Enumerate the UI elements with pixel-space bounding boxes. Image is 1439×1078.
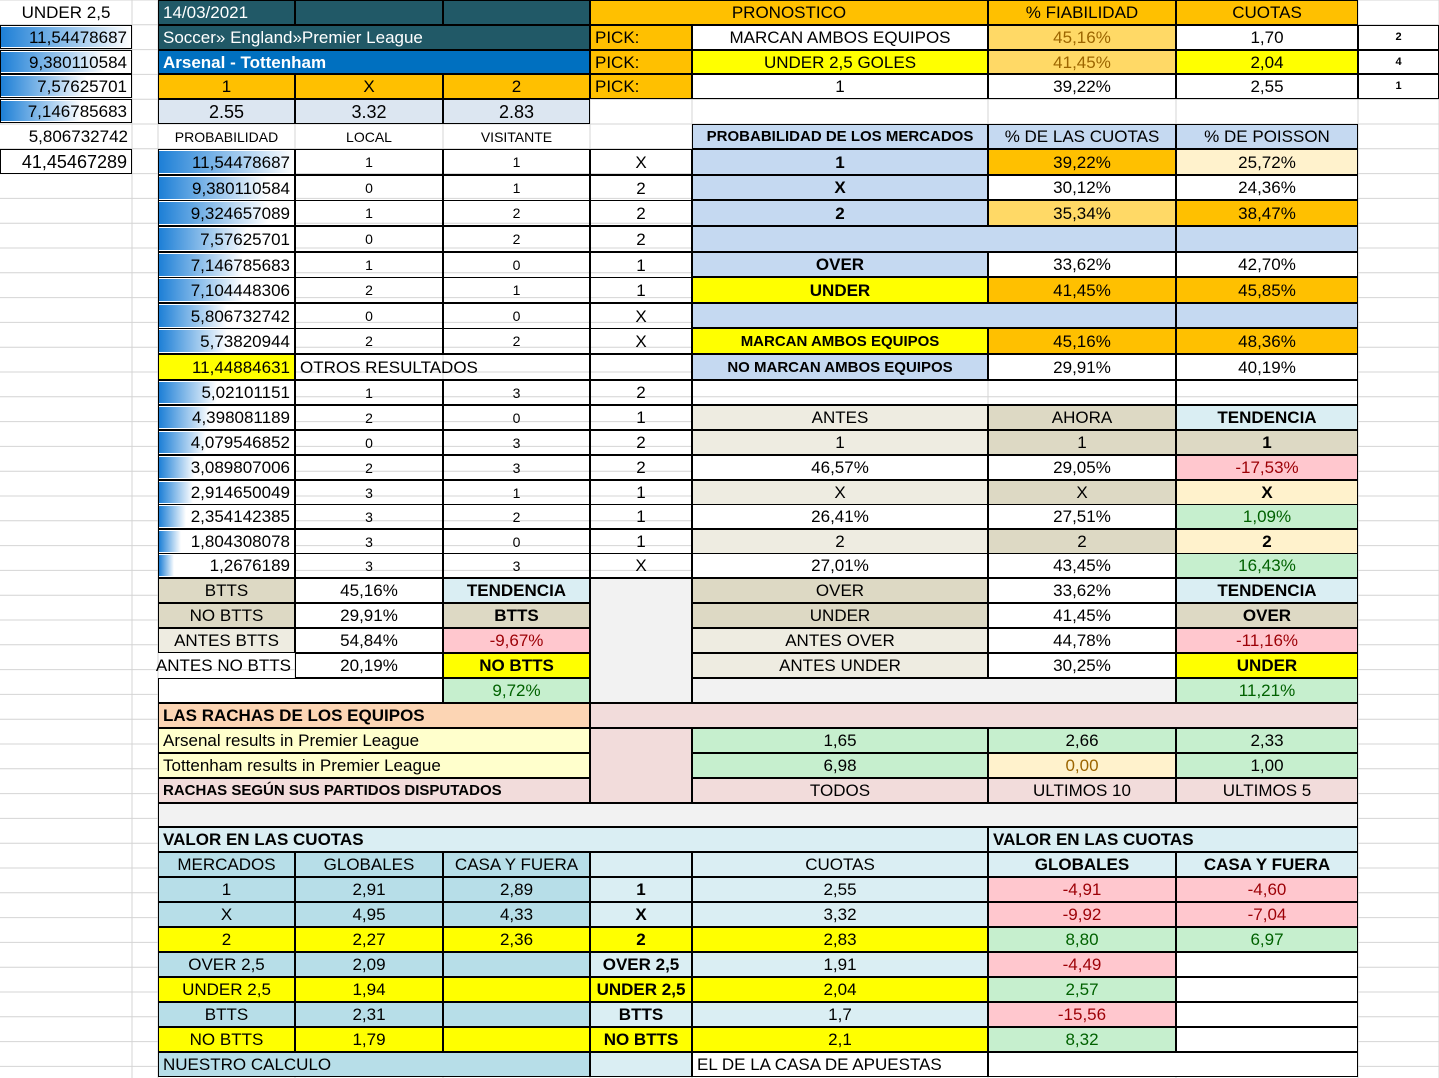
score-probability[interactable] <box>158 226 295 252</box>
col-1[interactable]: 1 <box>158 74 295 99</box>
left-sum[interactable]: 41,45467289 <box>0 149 132 174</box>
valor-market[interactable]: UNDER 2,5 <box>158 977 295 1002</box>
trend-ahora[interactable]: 43,45% <box>988 553 1176 578</box>
score-probability[interactable] <box>158 303 295 329</box>
score-visitor[interactable]: 0 <box>443 303 590 329</box>
btts-blank[interactable] <box>158 678 443 703</box>
antes-btts-value[interactable]: 54,84% <box>295 628 443 653</box>
valor-market-label[interactable]: BTTS <box>590 1002 692 1027</box>
ou-antes-under-label[interactable]: ANTES UNDER <box>692 653 988 678</box>
markets-header[interactable]: % DE LAS CUOTAS <box>988 124 1176 149</box>
data-bar-value: 9,380110584 <box>28 52 127 72</box>
valor-homeaway[interactable]: 2,36 <box>443 927 590 952</box>
score-visitor[interactable]: 2 <box>443 504 590 529</box>
score-result[interactable]: 1 <box>590 504 692 529</box>
score-result[interactable]: 2 <box>590 455 692 480</box>
antes-nobtts-value[interactable]: 20,19% <box>295 653 443 678</box>
market-under-poisson[interactable]: 45,85% <box>1176 277 1358 303</box>
market-nobtts-odds[interactable]: 29,91% <box>988 354 1176 380</box>
trend-value[interactable]: 1,09% <box>1176 504 1358 529</box>
valor-footer-left[interactable]: NUESTRO CALCULO <box>158 1052 590 1077</box>
valor-value-homeaway[interactable] <box>1176 1027 1358 1052</box>
ou-diff1[interactable]: -11,16% <box>1176 628 1358 653</box>
ou-antes-over-value[interactable]: 44,78% <box>988 628 1176 653</box>
score-probability[interactable] <box>158 529 295 554</box>
score-visitor[interactable]: 0 <box>443 252 590 278</box>
ou-trend-over[interactable]: OVER <box>1176 603 1358 628</box>
data-bar-value: 5,806732742 <box>190 306 290 326</box>
data-bar-value: 9,380110584 <box>191 178 290 198</box>
rachas-gap[interactable] <box>590 728 692 803</box>
data-bar-value: 7,57625701 <box>37 76 127 96</box>
pick-label[interactable]: PICK: <box>590 50 692 74</box>
score-header[interactable]: PROBABILIDAD <box>174 128 279 145</box>
forecast-header[interactable]: PRONOSTICO <box>590 0 988 25</box>
valor-odd[interactable]: 1,91 <box>692 952 988 977</box>
market-nobtts-label[interactable]: NO MARCAN AMBOS EQUIPOS <box>692 354 988 380</box>
pick-label[interactable]: PICK: <box>590 25 692 50</box>
valor-homeaway[interactable]: 2,89 <box>443 877 590 902</box>
valor-value-homeaway[interactable] <box>1176 977 1358 1002</box>
trend-value[interactable]: X <box>1176 480 1358 505</box>
score-result[interactable]: X <box>590 553 692 578</box>
market-spacer[interactable] <box>692 303 1176 328</box>
pick-odd[interactable]: 1,70 <box>1176 25 1358 50</box>
valor-market-label[interactable]: X <box>590 902 692 927</box>
valor-footer-right[interactable]: EL DE LA CASA DE APUESTAS <box>692 1052 988 1077</box>
market-nobtts-poisson[interactable]: 40,19% <box>1176 354 1358 380</box>
pick-odd[interactable]: 2,04 <box>1176 50 1358 74</box>
antes-btts-label[interactable]: ANTES BTTS <box>158 628 295 653</box>
valor-header[interactable]: GLOBALES <box>295 852 443 877</box>
trend-ahora[interactable]: 2 <box>988 529 1176 554</box>
btts-gap[interactable] <box>590 578 692 703</box>
valor-value-homeaway[interactable] <box>1176 1002 1358 1027</box>
ou-over-value[interactable]: 33,62% <box>988 578 1176 603</box>
trend-antes[interactable]: 2 <box>692 529 988 554</box>
score-result[interactable]: 1 <box>590 529 692 554</box>
valor-global[interactable]: 2,31 <box>295 1002 443 1027</box>
market-2-poisson[interactable]: 38,47% <box>1176 200 1358 226</box>
data-bar-value: 5,02101151 <box>201 383 290 402</box>
score-probability[interactable] <box>158 430 295 455</box>
pick-rank[interactable]: 1 <box>1358 74 1439 99</box>
market-spacer[interactable] <box>692 226 1176 252</box>
data-bar-value: 7,104448306 <box>190 280 290 300</box>
trend-ahora[interactable]: 29,05% <box>988 455 1176 480</box>
match-teams[interactable]: Arsenal - Tottenham <box>158 50 590 74</box>
ou-under-label[interactable]: UNDER <box>692 603 988 628</box>
score-visitor[interactable]: 1 <box>443 175 590 201</box>
valor-homeaway[interactable] <box>443 1027 590 1052</box>
left-value[interactable] <box>0 50 132 74</box>
ou-under-value[interactable]: 41,45% <box>988 603 1176 628</box>
score-probability[interactable] <box>158 405 295 430</box>
valor-value-global[interactable]: -9,92 <box>988 902 1176 927</box>
score-local[interactable]: 1 <box>295 380 443 405</box>
market-under-label[interactable]: UNDER <box>692 277 988 303</box>
valor-market[interactable]: NO BTTS <box>158 1027 295 1052</box>
data-bar <box>159 506 186 527</box>
score-local[interactable]: 1 <box>295 200 443 226</box>
score-probability[interactable] <box>158 455 295 480</box>
pick-rank[interactable]: 4 <box>1358 50 1439 74</box>
score-local[interactable]: 1 <box>295 252 443 278</box>
score-header[interactable]: LOCAL <box>346 128 392 145</box>
pick-value[interactable]: MARCAN AMBOS EQUIPOS <box>692 25 988 50</box>
market-spacer[interactable] <box>1176 303 1358 328</box>
forecast-header[interactable]: % FIABILIDAD <box>988 0 1176 25</box>
market-2-odds[interactable]: 35,34% <box>988 200 1176 226</box>
btts-diff2[interactable]: 9,72% <box>443 678 590 703</box>
valor-header[interactable]: GLOBALES <box>988 852 1176 877</box>
score-probability[interactable] <box>158 380 295 405</box>
btts-value[interactable]: 45,16% <box>295 578 443 603</box>
ou-trend-under[interactable]: UNDER <box>1176 653 1358 678</box>
left-value[interactable]: 5,806732742 <box>28 127 128 146</box>
rachas-home-all[interactable]: 1,65 <box>692 728 988 753</box>
others-value[interactable]: 11,44884631 <box>158 354 295 380</box>
trend-ahora[interactable]: 27,51% <box>988 504 1176 529</box>
score-local[interactable]: 0 <box>295 175 443 201</box>
valor-value-global[interactable]: 8,32 <box>988 1027 1176 1052</box>
data-bar-value: 11,54478687 <box>191 152 290 172</box>
left-title[interactable]: UNDER 2,5 <box>21 3 111 22</box>
data-bar-value: 5,73820944 <box>200 331 290 351</box>
col-2[interactable]: 2 <box>443 74 590 99</box>
trend-antes[interactable]: 1 <box>692 430 988 455</box>
valor-title-left[interactable]: VALOR EN LAS CUOTAS <box>158 827 988 852</box>
market-spacer[interactable] <box>1176 226 1358 252</box>
valor-market[interactable]: 2 <box>158 927 295 952</box>
market-spacer[interactable] <box>692 380 1176 405</box>
pick-reliability[interactable]: 39,22% <box>988 74 1176 99</box>
data-bar-value: 2,914650049 <box>190 483 290 502</box>
trend-value[interactable]: 16,43% <box>1176 553 1358 578</box>
pick-value[interactable]: 1 <box>692 74 988 99</box>
markets-header[interactable]: PROBABILIDAD DE LOS MERCADOS <box>692 124 988 149</box>
others-label[interactable]: OTROS RESULTADOS <box>295 354 590 380</box>
valor-title-right[interactable]: VALOR EN LAS CUOTAS <box>988 827 1358 852</box>
ou-blank[interactable] <box>692 678 1176 703</box>
left-value[interactable] <box>0 99 132 123</box>
data-bar <box>159 555 174 576</box>
valor-value-global[interactable]: -15,56 <box>988 1002 1176 1027</box>
rachas-home-last5[interactable]: 2,33 <box>1176 728 1358 753</box>
score-local[interactable]: 2 <box>295 277 443 303</box>
rachas-title[interactable]: LAS RACHAS DE LOS EQUIPOS <box>158 703 590 728</box>
score-probability[interactable] <box>158 149 295 175</box>
score-probability[interactable] <box>158 553 295 578</box>
score-local[interactable]: 2 <box>295 328 443 354</box>
valor-market-label[interactable]: 1 <box>590 877 692 902</box>
market-under-odds[interactable]: 41,45% <box>988 277 1176 303</box>
market-over-odds[interactable]: 33,62% <box>988 252 1176 277</box>
score-local[interactable]: 3 <box>295 504 443 529</box>
pick-rank[interactable]: 2 <box>1358 25 1439 50</box>
valor-value-homeaway[interactable]: 6,97 <box>1176 927 1358 952</box>
score-visitor[interactable]: 1 <box>443 480 590 505</box>
data-bar-value: 11,54478687 <box>28 27 127 47</box>
data-bar-value: 4,398081189 <box>191 408 290 427</box>
data-bar-value: 4,079546852 <box>190 433 290 452</box>
score-local[interactable]: 2 <box>295 405 443 430</box>
odd-2[interactable]: 2.83 <box>443 99 590 124</box>
trend-antes[interactable]: 27,01% <box>692 553 988 578</box>
valor-value-global[interactable]: -4,49 <box>988 952 1176 977</box>
market-btts-odds[interactable]: 45,16% <box>988 328 1176 354</box>
market-spacer[interactable] <box>1176 380 1358 405</box>
ou-diff2[interactable]: 11,21% <box>1176 678 1358 703</box>
market-btts-label[interactable]: MARCAN AMBOS EQUIPOS <box>692 328 988 354</box>
valor-global[interactable]: 2,91 <box>295 877 443 902</box>
rachas-away-last10[interactable]: 0,00 <box>988 753 1176 778</box>
rachas-col-last5[interactable]: ULTIMOS 5 <box>1176 778 1358 803</box>
score-visitor[interactable]: 0 <box>443 529 590 554</box>
rachas-home-last10[interactable]: 2,66 <box>988 728 1176 753</box>
pick-reliability[interactable]: 41,45% <box>988 50 1176 74</box>
score-visitor[interactable]: 3 <box>443 455 590 480</box>
valor-footer-blank[interactable] <box>988 1052 1358 1077</box>
score-local[interactable]: 0 <box>295 226 443 252</box>
btts-trend-header[interactable]: TENDENCIA <box>443 578 590 603</box>
score-visitor[interactable]: 3 <box>443 380 590 405</box>
score-local[interactable]: 2 <box>295 455 443 480</box>
valor-header[interactable]: CASA Y FUERA <box>1176 852 1358 877</box>
col-x[interactable]: X <box>295 74 443 99</box>
ou-antes-under-value[interactable]: 30,25% <box>988 653 1176 678</box>
valor-odd[interactable]: 2,55 <box>692 877 988 902</box>
valor-value-homeaway[interactable]: -4,60 <box>1176 877 1358 902</box>
data-bar <box>159 482 193 503</box>
rachas-col-all[interactable]: TODOS <box>692 778 988 803</box>
valor-global[interactable]: 4,95 <box>295 902 443 927</box>
valor-cuotas-header[interactable]: CUOTAS <box>692 852 988 877</box>
valor-market-label[interactable]: NO BTTS <box>590 1027 692 1052</box>
score-probability[interactable] <box>158 504 295 529</box>
ou-over-label[interactable]: OVER <box>692 578 988 603</box>
score-probability[interactable] <box>158 480 295 505</box>
trend-ahora[interactable]: 1 <box>988 430 1176 455</box>
valor-market-label[interactable]: 2 <box>590 927 692 952</box>
score-visitor[interactable]: 2 <box>443 328 590 354</box>
forecast-header[interactable]: CUOTAS <box>1176 0 1358 25</box>
rachas-footer-label[interactable]: RACHAS SEGÚN SUS PARTIDOS DISPUTADOS <box>158 778 590 803</box>
score-result[interactable]: 1 <box>590 277 692 303</box>
score-local[interactable]: 0 <box>295 303 443 329</box>
valor-market[interactable]: 1 <box>158 877 295 902</box>
others-blank[interactable] <box>590 354 692 380</box>
market-x-odds[interactable]: 30,12% <box>988 175 1176 200</box>
score-result[interactable]: 1 <box>590 480 692 505</box>
market-1-label[interactable]: 1 <box>692 149 988 175</box>
valor-value-global[interactable]: -4,91 <box>988 877 1176 902</box>
data-bar-value: 3,089807006 <box>190 458 290 477</box>
market-2-label[interactable]: 2 <box>692 200 988 226</box>
valor-odd[interactable]: 3,32 <box>692 902 988 927</box>
valor-market[interactable]: BTTS <box>158 1002 295 1027</box>
nobtts-label[interactable]: NO BTTS <box>158 603 295 628</box>
valor-value-global[interactable]: 2,57 <box>988 977 1176 1002</box>
left-value[interactable] <box>0 25 132 49</box>
left-value[interactable] <box>0 74 132 98</box>
market-1-poisson[interactable]: 25,72% <box>1176 149 1358 175</box>
valor-global[interactable]: 1,79 <box>295 1027 443 1052</box>
markets-header[interactable]: % DE POISSON <box>1176 124 1358 149</box>
score-local[interactable]: 3 <box>295 553 443 578</box>
score-probability[interactable] <box>158 200 295 226</box>
data-bar-value: 1,804308078 <box>190 532 290 551</box>
valor-homeaway[interactable] <box>443 977 590 1002</box>
valor-footer-gap[interactable] <box>590 1052 692 1077</box>
valor-odd[interactable]: 2,1 <box>692 1027 988 1052</box>
market-x-label[interactable]: X <box>692 175 988 200</box>
score-local[interactable]: 1 <box>295 149 443 175</box>
valor-market[interactable]: X <box>158 902 295 927</box>
data-bar-value: 7,57625701 <box>200 229 290 249</box>
rachas-banner[interactable] <box>590 703 1358 728</box>
score-result[interactable]: 1 <box>590 405 692 430</box>
market-over-poisson[interactable]: 42,70% <box>1176 252 1358 277</box>
btts-trend-nobtts[interactable]: NO BTTS <box>443 653 590 678</box>
valor-odd[interactable]: 2,04 <box>692 977 988 1002</box>
valor-market-label[interactable]: OVER 2,5 <box>590 952 692 977</box>
trend-header[interactable]: TENDENCIA <box>1176 405 1358 430</box>
score-probability[interactable] <box>158 175 295 201</box>
trend-value[interactable]: -17,53% <box>1176 455 1358 480</box>
trend-ahora[interactable]: X <box>988 480 1176 505</box>
score-visitor[interactable]: 3 <box>443 430 590 455</box>
btts-label[interactable]: BTTS <box>158 578 295 603</box>
score-result[interactable]: 1 <box>590 252 692 278</box>
valor-global[interactable]: 2,27 <box>295 927 443 952</box>
score-visitor[interactable]: 3 <box>443 553 590 578</box>
score-visitor[interactable]: 1 <box>443 277 590 303</box>
market-btts-poisson[interactable]: 48,36% <box>1176 328 1358 354</box>
valor-header[interactable]: MERCADOS <box>158 852 295 877</box>
pick-odd[interactable]: 2,55 <box>1176 74 1358 99</box>
trend-antes[interactable]: 46,57% <box>692 455 988 480</box>
score-visitor[interactable]: 1 <box>443 149 590 175</box>
market-1-odds[interactable]: 39,22% <box>988 149 1176 175</box>
data-bar-value: 1,2676189 <box>209 556 290 575</box>
rachas-col-last10[interactable]: ULTIMOS 10 <box>988 778 1176 803</box>
nobtts-value[interactable]: 29,91% <box>295 603 443 628</box>
data-bar <box>159 531 181 552</box>
valor-homeaway[interactable] <box>443 952 590 977</box>
valor-market[interactable]: OVER 2,5 <box>158 952 295 977</box>
trend-header[interactable]: AHORA <box>988 405 1176 430</box>
trend-header[interactable]: ANTES <box>692 405 988 430</box>
score-probability[interactable] <box>158 277 295 303</box>
market-over-label[interactable]: OVER <box>692 252 988 277</box>
trend-antes[interactable]: X <box>692 480 988 505</box>
btts-trend-btts[interactable]: BTTS <box>443 603 590 628</box>
data-bar-value: 7,146785683 <box>190 255 290 275</box>
pick-value[interactable]: UNDER 2,5 GOLES <box>692 50 988 74</box>
valor-value-homeaway[interactable]: -7,04 <box>1176 902 1358 927</box>
antes-nobtts-label[interactable]: ANTES NO BTTS <box>155 656 291 675</box>
score-visitor[interactable]: 2 <box>443 200 590 226</box>
valor-value-global[interactable]: 8,80 <box>988 927 1176 952</box>
valor-odd[interactable]: 1,7 <box>692 1002 988 1027</box>
valor-odd[interactable]: 2,83 <box>692 927 988 952</box>
match-date[interactable]: 14/03/2021 <box>158 0 295 25</box>
score-result[interactable]: X <box>590 303 692 329</box>
pick-label[interactable]: PICK: <box>590 74 692 99</box>
score-result[interactable]: 2 <box>590 226 692 252</box>
score-local[interactable]: 0 <box>295 430 443 455</box>
rachas-away-label[interactable]: Tottenham results in Premier League <box>158 753 590 778</box>
rachas-home-label[interactable]: Arsenal results in Premier League <box>158 728 590 753</box>
data-bar-value: 2,354142385 <box>190 507 290 526</box>
trend-antes[interactable]: 26,41% <box>692 504 988 529</box>
odd-1[interactable]: 2.55 <box>158 99 295 124</box>
score-result[interactable]: 2 <box>590 175 692 201</box>
valor-global[interactable]: 2,09 <box>295 952 443 977</box>
score-probability[interactable] <box>158 252 295 278</box>
trend-value[interactable]: 1 <box>1176 430 1358 455</box>
rachas-away-all[interactable]: 6,98 <box>692 753 988 778</box>
pick-reliability[interactable]: 45,16% <box>988 25 1176 50</box>
score-result[interactable]: 2 <box>590 430 692 455</box>
btts-diff1[interactable]: -9,67% <box>443 628 590 653</box>
score-result[interactable]: X <box>590 328 692 354</box>
data-bar-value: 7,146785683 <box>27 101 127 121</box>
trend-value[interactable]: 2 <box>1176 529 1358 554</box>
score-result[interactable]: X <box>590 149 692 175</box>
valor-value-homeaway[interactable] <box>1176 952 1358 977</box>
score-result[interactable]: 2 <box>590 380 692 405</box>
rachas-spacer[interactable] <box>158 803 1358 827</box>
valor-global[interactable]: 1,94 <box>295 977 443 1002</box>
header-blank[interactable] <box>295 0 443 25</box>
rachas-away-last5[interactable]: 1,00 <box>1176 753 1358 778</box>
valor-homeaway[interactable] <box>443 1002 590 1027</box>
score-visitor[interactable]: 0 <box>443 405 590 430</box>
score-result[interactable]: 2 <box>590 200 692 226</box>
odd-x[interactable]: 3.32 <box>295 99 443 124</box>
score-header[interactable]: VISITANTE <box>480 128 553 145</box>
ou-trend-header[interactable]: TENDENCIA <box>1176 578 1358 603</box>
score-local[interactable]: 3 <box>295 529 443 554</box>
valor-header[interactable]: CASA Y FUERA <box>443 852 590 877</box>
score-visitor[interactable]: 2 <box>443 226 590 252</box>
valor-homeaway[interactable]: 4,33 <box>443 902 590 927</box>
ou-antes-over-label[interactable]: ANTES OVER <box>692 628 988 653</box>
match-league[interactable]: Soccer» England»Premier League <box>158 25 590 50</box>
score-probability[interactable] <box>158 328 295 354</box>
valor-header-blank[interactable] <box>590 852 692 877</box>
data-bar-value: 9,324657089 <box>190 203 290 223</box>
market-x-poisson[interactable]: 24,36% <box>1176 175 1358 200</box>
header-blank[interactable] <box>443 0 590 25</box>
score-local[interactable]: 3 <box>295 480 443 505</box>
valor-market-label[interactable]: UNDER 2,5 <box>590 977 692 1002</box>
